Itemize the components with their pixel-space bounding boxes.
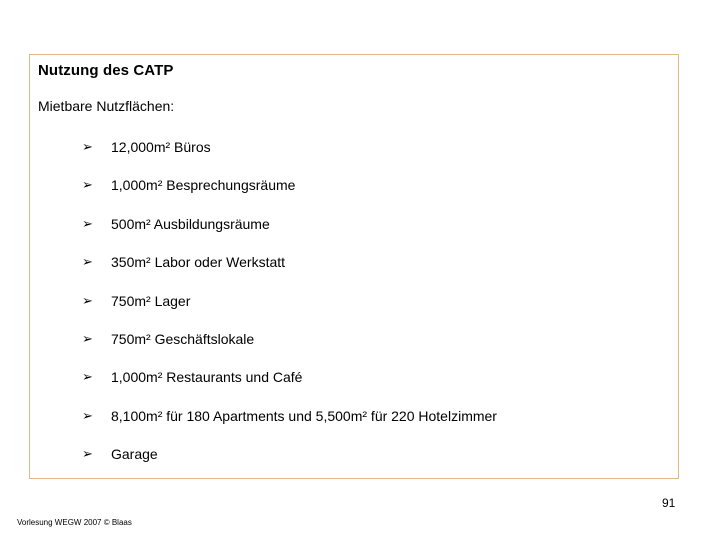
arrow-bullet-icon: ➢ bbox=[82, 446, 93, 462]
list-item-text: 500m² Ausbildungsräume bbox=[111, 215, 270, 232]
list-item-text: Garage bbox=[111, 446, 158, 463]
footer-text: Vorlesung WEGW 2007 © Blaas bbox=[17, 518, 132, 527]
arrow-bullet-icon: ➢ bbox=[82, 254, 93, 270]
arrow-bullet-icon: ➢ bbox=[82, 330, 93, 346]
arrow-bullet-icon: ➢ bbox=[82, 177, 93, 193]
arrow-bullet-icon: ➢ bbox=[82, 407, 93, 423]
list-item-text: 12,000m² Büros bbox=[111, 139, 211, 155]
list-item-text: 350m² Labor oder Werkstatt bbox=[111, 254, 286, 271]
list-item-text: 1,000m² Restaurants und Café bbox=[111, 369, 303, 386]
page-number: 91 bbox=[662, 496, 676, 510]
slide-subtitle: Mietbare Nutzflächen: bbox=[38, 98, 175, 114]
list-item bbox=[82, 252, 497, 290]
slide-title: Nutzung des CATP bbox=[38, 62, 174, 79]
arrow-bullet-icon: ➢ bbox=[82, 369, 93, 385]
list-item bbox=[82, 175, 497, 213]
list-item bbox=[82, 444, 497, 482]
bullet-list bbox=[82, 137, 497, 483]
list-item bbox=[82, 137, 497, 175]
list-item bbox=[82, 291, 497, 329]
list-item bbox=[82, 367, 497, 405]
list-item bbox=[82, 214, 497, 252]
list-item bbox=[82, 406, 497, 444]
arrow-bullet-icon: ➢ bbox=[82, 292, 93, 308]
list-item-text: 750m² Geschäftslokale bbox=[111, 330, 255, 347]
arrow-bullet-icon: ➢ bbox=[82, 215, 93, 231]
list-item bbox=[82, 329, 497, 367]
list-item-text: 750m² Lager bbox=[111, 292, 191, 309]
arrow-bullet-icon: ➢ bbox=[82, 139, 93, 154]
list-item-text: 1,000m² Besprechungsräume bbox=[111, 177, 296, 194]
list-item-text: 8,100m² für 180 Apartments und 5,500m² für 220 Hotelzimmer bbox=[111, 407, 497, 424]
